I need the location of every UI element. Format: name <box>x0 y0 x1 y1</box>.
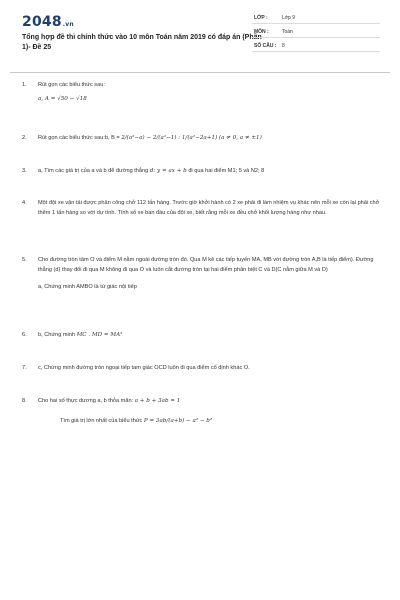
question-3 <box>22 167 382 177</box>
question-7 <box>22 364 382 374</box>
question-subpart: a, Chứng minh AMBO là tứ giác nội tiếp <box>38 284 137 290</box>
question-math: d: y = ax + b <box>149 168 187 174</box>
question-number: 2. <box>22 135 27 141</box>
question-number: 4. <box>22 200 27 206</box>
meta-value: Toán <box>282 29 293 35</box>
header <box>0 0 400 70</box>
document-title: Tổng hợp đề thi chính thức vào 10 môn Toán năm 2019 có đáp án (Phần 1)- Đề 25 <box>22 34 262 51</box>
meta-label: MÔN : <box>254 29 269 35</box>
question-4 <box>22 199 382 218</box>
meta-row-subject <box>252 27 380 38</box>
question-8 <box>22 397 382 426</box>
question-text: Rút gọn các biểu thức sau: <box>38 82 105 88</box>
question-subtext: Tìm giá trị lớn nhất của biểu thức <box>60 417 144 424</box>
question-number: 8. <box>22 398 27 404</box>
meta-panel <box>252 13 380 55</box>
question-text-tail: đi qua hai điểm M1; 5 và N2; 8 <box>186 168 265 174</box>
meta-label: SỐ CÂU : <box>254 43 277 49</box>
meta-value: 8 <box>282 43 285 49</box>
logo-text: 2048 <box>22 14 62 30</box>
question-text: c, Chứng minh đường tròn ngoại tiếp tam giác OCD luôn đi qua điểm cố định khác O. <box>38 365 250 371</box>
question-text: Rút gọn các biểu thức sau:b, B = <box>38 135 122 141</box>
question-5 <box>22 256 382 293</box>
question-text: b, Chứng minh <box>38 332 77 338</box>
question-text: Một đội xe vận tải được phân công chở 112 tấn hàng. Trước giờ khởi hành có 2 xe phải đi làm nhiệm vụ khác nên mỗi xe còn lại phải chở thêm 1 tấn hàng so với dự tính. Tính số xe ban đầu của đội xe, biết rằng mỗi xe đều chở khối lượng hàng như nhau. <box>38 200 380 216</box>
meta-label: LỚP : <box>254 15 268 21</box>
question-submath: P = 3ab/(a+b) − a² − b² <box>143 417 213 424</box>
question-number: 1. <box>22 82 27 88</box>
question-text: Cho hai số thực dương a, b thỏa mãn: <box>38 398 135 404</box>
meta-value: Lớp 9 <box>282 15 296 21</box>
question-number: 6. <box>22 332 27 338</box>
question-1 <box>22 81 382 104</box>
site-logo[interactable] <box>22 14 74 30</box>
question-math: MC . MD = MA² <box>76 332 123 338</box>
meta-row-class <box>252 13 380 24</box>
question-6 <box>22 331 382 341</box>
question-math: 2/(a²−a) − 2/(a²−1) : 1/(a²−2a+1) (a ≠ 0, a ≠ ±1) <box>121 135 262 141</box>
question-2 <box>22 134 382 144</box>
logo-suffix: .vn <box>62 21 74 28</box>
question-subpart: a, A = √50 − √18 <box>38 95 87 102</box>
question-text: Cho đường tròn tâm O và điểm M nằm ngoài đường tròn đó. Qua M kẻ các tiếp tuyến MA, MB với đường tròn A,B là tiếp điểm). Đường thẳng (d) thay đổi đi qua M không đi qua O và luôn cắt đường tròn tại hai điểm phân biệt C và D(C nằm giữa M và D) <box>38 257 374 273</box>
question-number: 3. <box>22 168 27 174</box>
header-divider <box>10 72 390 73</box>
question-number: 7. <box>22 365 27 371</box>
meta-row-count <box>252 41 380 52</box>
question-text: a, Tìm các giá trị của a và b để đường thẳng <box>38 168 150 174</box>
question-number: 5. <box>22 257 27 263</box>
question-subpart <box>60 417 382 427</box>
question-math: a + b + 3ab = 1 <box>134 398 181 404</box>
